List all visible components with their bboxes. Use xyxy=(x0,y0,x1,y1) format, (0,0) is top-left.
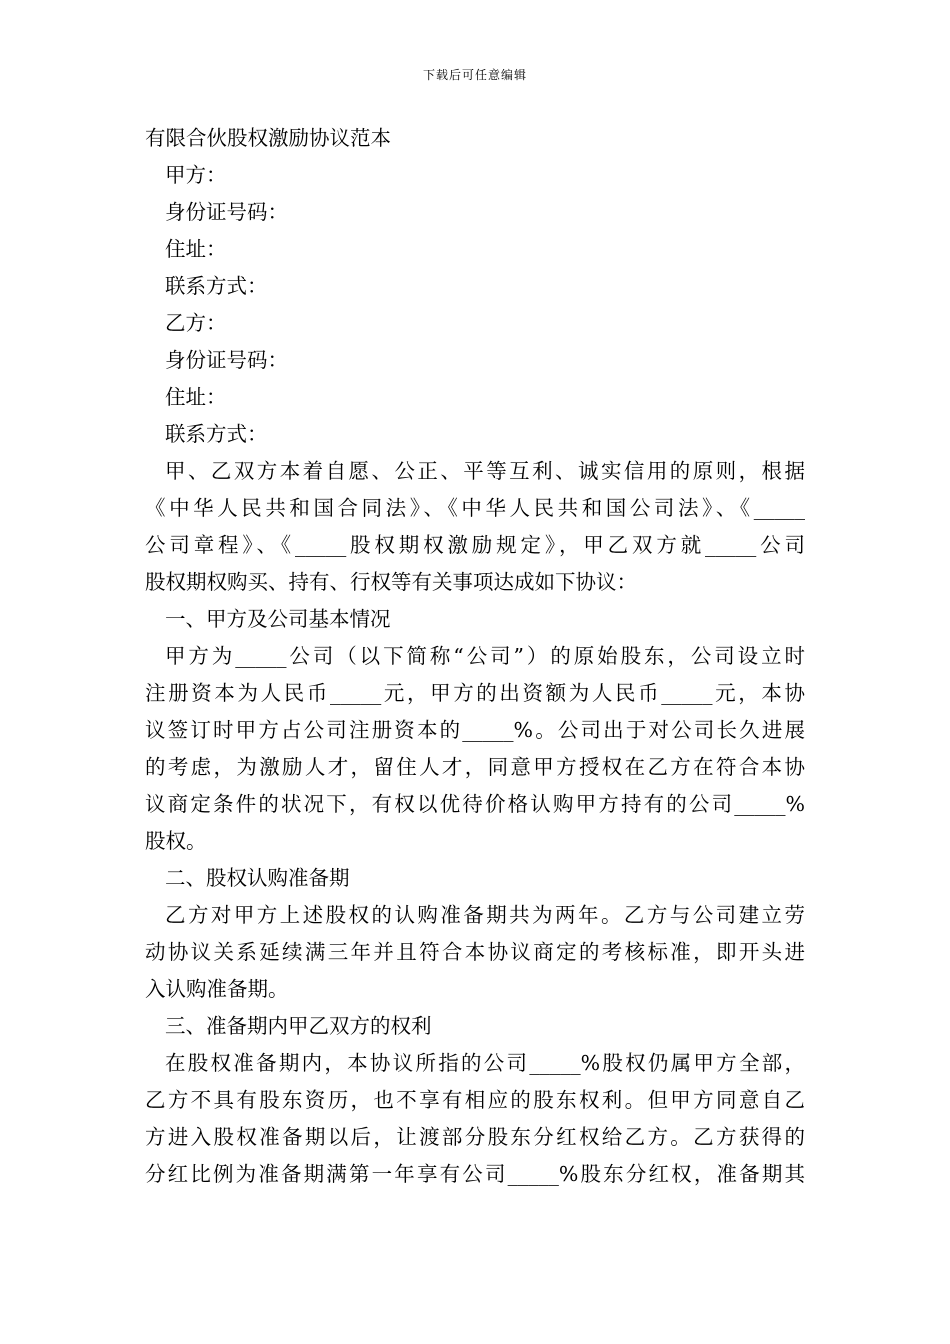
intro-paragraph-line: 《中华人民共和国合同法》、《中华人民共和国公司法》、《_____ xyxy=(145,496,805,520)
party-b-contact-label: 联系方式： xyxy=(165,422,268,446)
section-2-paragraph-line: 入认购准备期。 xyxy=(145,977,289,1001)
section-3-paragraph-line: 乙方不具有股东资历，也不享有相应的股东权利。但甲方同意自乙 xyxy=(145,1088,805,1112)
section-1-paragraph-line: 的考虑，为激励人才，留住人才，同意甲方授权在乙方在符合本协 xyxy=(145,755,805,779)
section-2-paragraph-line: 乙方对甲方上述股权的认购准备期共为两年。乙方与公司建立劳 xyxy=(165,903,805,927)
party-b-id-label: 身份证号码： xyxy=(165,348,288,372)
party-b-address-label: 住址： xyxy=(165,385,227,409)
section-1-paragraph-line: 议签订时甲方占公司注册资本的_____%。公司出于对公司长久进展 xyxy=(145,718,805,742)
section-1-paragraph-line: 议商定条件的状况下，有权以优待价格认购甲方持有的公司_____% xyxy=(145,792,805,816)
section-3-heading: 三、准备期内甲乙双方的权利 xyxy=(165,1014,432,1038)
intro-paragraph-line: 公司章程》、《_____股权期权激励规定》，甲乙双方就_____公司 xyxy=(145,533,805,557)
header-note: 下载后可任意编辑 xyxy=(422,68,527,82)
document-title: 有限合伙股权激励协议范本 xyxy=(145,126,391,150)
party-a-address-label: 住址： xyxy=(165,237,227,261)
intro-paragraph-line: 甲、乙双方本着自愿、公正、平等互利、诚实信用的原则，根据 xyxy=(165,459,805,483)
section-2-heading: 二、股权认购准备期 xyxy=(165,866,350,890)
party-a-contact-label: 联系方式： xyxy=(165,274,268,298)
section-1-paragraph-line: 注册资本为人民币_____元，甲方的出资额为人民币_____元，本协 xyxy=(145,681,805,705)
party-b-label: 乙方： xyxy=(165,311,227,335)
document-body xyxy=(145,120,805,1193)
section-3-paragraph-line: 方进入股权准备期以后，让渡部分股东分红权给乙方。乙方获得的 xyxy=(145,1125,805,1149)
intro-paragraph-line: 股权期权购买、持有、行权等有关事项达成如下协议： xyxy=(145,570,637,594)
section-3-paragraph-line: 分红比例为准备期满第一年享有公司_____%股东分红权，准备期其 xyxy=(145,1162,805,1186)
party-a-label: 甲方： xyxy=(165,163,227,187)
party-a-id-label: 身份证号码： xyxy=(165,200,288,224)
section-1-heading: 一、甲方及公司基本情况 xyxy=(165,607,391,631)
section-1-paragraph-line: 股权。 xyxy=(145,829,207,853)
section-3-paragraph-line: 在股权准备期内，本协议所指的公司_____%股权仍属甲方全部， xyxy=(165,1051,805,1075)
section-1-paragraph-line: 甲方为_____公司（以下简称“公司”）的原始股东，公司设立时 xyxy=(165,644,805,668)
section-2-paragraph-line: 动协议关系延续满三年并且符合本协议商定的考核标准，即开头进 xyxy=(145,940,805,964)
